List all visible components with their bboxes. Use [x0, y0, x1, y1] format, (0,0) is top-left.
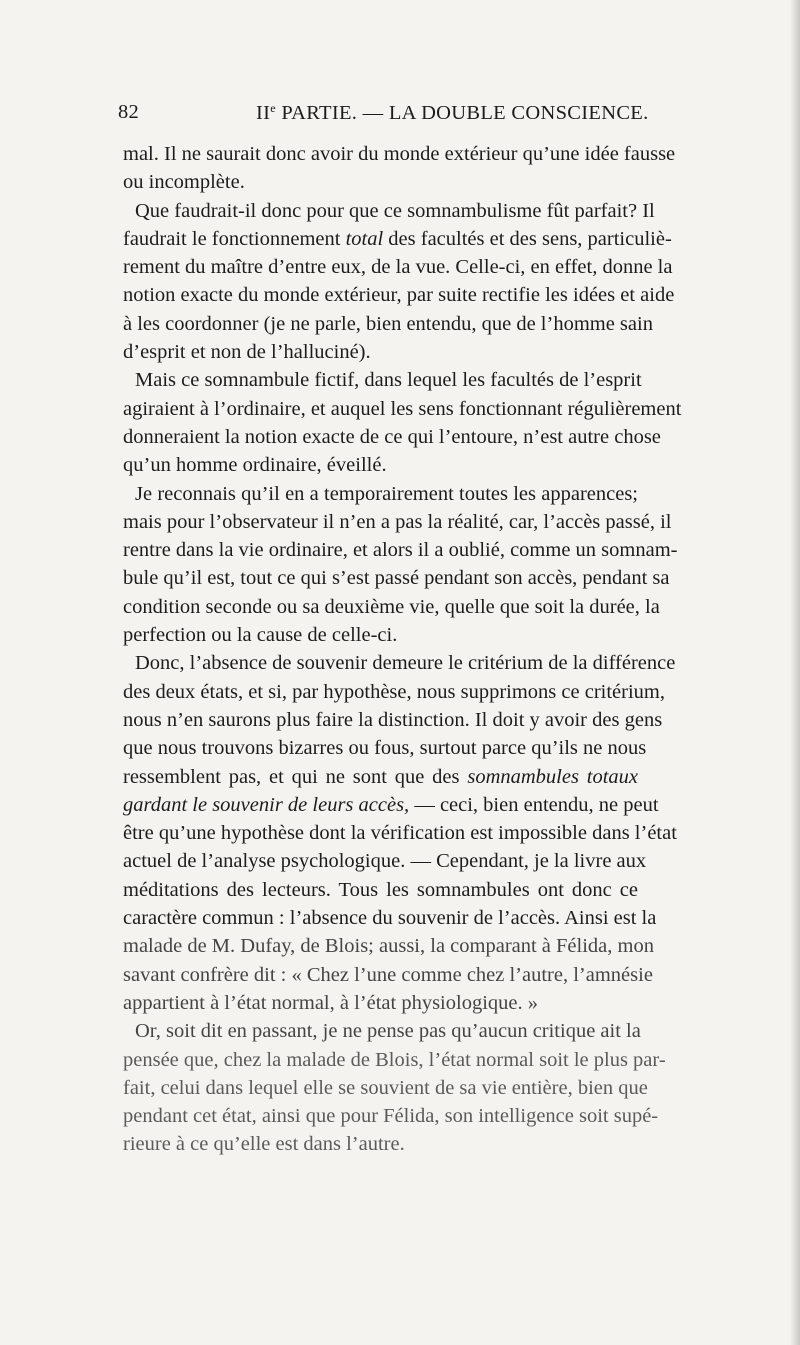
text-line: malade de M. Dufay, de Blois; aussi, la comparant à Félida, mon	[123, 935, 654, 958]
text-line: agiraient à l’ordinaire, et auquel les sens fonctionnant régulièrement	[123, 397, 682, 420]
text-line: être qu’une hypothèse dont la vérification est impossible dans l’état	[123, 822, 677, 845]
text-line: nous n’en saurons plus faire la distinction. Il doit y avoir des gens	[123, 708, 663, 731]
text-run: ressemblent pas, et qui ne sont que des	[123, 765, 460, 788]
text-line: savant confrère dit : « Chez l’une comme chez l’autre, l’amnésie	[123, 963, 653, 986]
text-line: qu’un homme ordinaire, éveillé.	[123, 454, 387, 477]
text-line: notion exacte du monde extérieur, par suite rectifie les idées et aide	[123, 284, 675, 307]
text-line: rement du maître d’entre eux, de la vue. Celle-ci, en effet, donne la	[123, 256, 673, 279]
text-run: faudrait le fonctionnement	[123, 227, 341, 250]
text-line: perfection ou la cause de celle-ci.	[123, 624, 398, 647]
text-line: caractère commun : l’absence du souvenir de l’accès. Ainsi est la	[123, 907, 657, 930]
text-line	[123, 763, 638, 791]
text-line	[123, 225, 672, 253]
emphasis: total	[345, 227, 384, 250]
emphasis: gardant le souvenir de leurs accès,	[123, 793, 410, 816]
text-run: — ceci, bien entendu, ne peut	[409, 793, 659, 816]
text-line: actuel de l’analyse psychologique. — Cependant, je la livre aux	[123, 850, 647, 873]
text-line: donneraient la notion exacte de ce qui l’entoure, n’est autre chose	[123, 425, 661, 448]
page-number: 82	[118, 101, 140, 123]
text-line: rieure à ce qu’elle est dans l’autre.	[123, 1133, 405, 1156]
text-line: que nous trouvons bizarres ou fous, surtout parce qu’ils ne nous	[123, 737, 647, 760]
running-title	[256, 101, 649, 125]
text-line: Que faudrait-il donc pour que ce somnambulisme fût parfait? Il	[135, 199, 655, 222]
text-line: fait, celui dans lequel elle se souvient de sa vie entière, bien que	[123, 1076, 648, 1099]
text-line: appartient à l’état normal, à l’état physiologique. »	[123, 991, 538, 1014]
part-superscript: e	[270, 101, 276, 115]
text-line: Je reconnais qu’il en a temporairement toutes les apparences;	[135, 482, 638, 505]
text-line: rentre dans la vie ordinaire, et alors il a oublié, comme un somnam-	[123, 539, 678, 562]
text-line: à les coordonner (je ne parle, bien entendu, que de l’homme sain	[123, 312, 653, 335]
text-line: pensée que, chez la malade de Blois, l’état normal soit le plus par-	[123, 1048, 666, 1071]
text-line: condition seconde ou sa deuxième vie, quelle que soit la durée, la	[123, 595, 660, 618]
text-line: Or, soit dit en passant, je ne pense pas qu’aucun critique ait la	[135, 1020, 641, 1043]
page-edge-shadow	[790, 0, 800, 1345]
body-text	[123, 140, 682, 1159]
text-run: des facultés et des sens, particuliè-	[388, 227, 672, 250]
text-line: pendant cet état, ainsi que pour Félida, son intelligence soit supé-	[123, 1105, 659, 1128]
text-line: mais pour l’observateur il n’en a pas la réalité, car, l’accès passé, il	[123, 510, 672, 533]
text-line: mal. Il ne saurait donc avoir du monde extérieur qu’une idée fausse	[123, 143, 676, 165]
part-roman: II	[256, 102, 271, 124]
text-line: d’esprit et non de l’halluciné).	[123, 341, 371, 364]
running-header	[118, 101, 649, 131]
text-line	[123, 791, 659, 819]
text-line: des deux états, et si, par hypothèse, nous supprimons ce critérium,	[123, 680, 665, 703]
text-line: bule qu’il est, tout ce qui s’est passé pendant son accès, pendant sa	[123, 567, 670, 590]
text-line: Donc, l’absence de souvenir demeure le critérium de la différence	[135, 652, 676, 675]
text-line: méditations des lecteurs. Tous les somnambules ont donc ce	[123, 878, 638, 901]
emphasis: somnambules totaux	[467, 765, 639, 788]
title-rest: PARTIE. — LA DOUBLE CONSCIENCE.	[275, 102, 649, 124]
text-line: ou incomplète.	[123, 171, 245, 194]
text-line: Mais ce somnambule fictif, dans lequel les facultés de l’esprit	[135, 369, 642, 392]
